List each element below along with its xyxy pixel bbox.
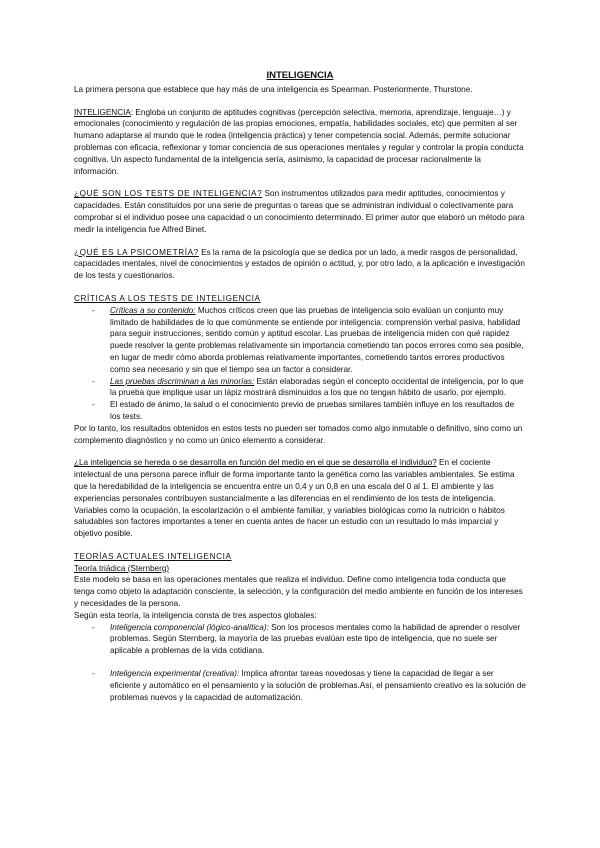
teorias-item-text: Son los procesos mentales como la habilidad de aprender o resolver problemas. Según Sternberg, la mayoría de las pruebas evalúan este tipo de inteligencia, que no suele ser aplicable a problemas de la vida cotidiana. — [110, 622, 521, 656]
definition-term: INTELIGENCIA — [74, 107, 131, 117]
list-item — [92, 376, 526, 400]
criticas-item-text: El estado de ánimo, la salud o el conocimiento previo de pruebas similares también influye en los resultados de los tests. — [110, 400, 515, 421]
definition-text: : Engloba un conjunto de aptitudes cognitivas (percepción selectiva, memoria, aprendizaje, lenguaje…) y emocionales (conocimiento y regulación de las propias emociones, empatía, habilidades sociales, etc) que permiten al ser humano adaptarse al mundo que le rodea (inteligencia práctica) y tener competencia social. Además, permite solucionar problemas con eficacia, reflexionar y tomar conciencia de sus operaciones mentales y regular y controlar la propia conducta cognitiva. Un aspecto fundamental de la inteligencia sería, asimismo, la capacidad de procesar racionalmente la información. — [74, 107, 524, 176]
tests-text: Son instrumentos utilizados para medir aptitudes, conocimientos y capacidades. Están constituidos por una serie de preguntas o tareas que se administran individual o colectivamente para comprobar si el individuo posee una capacidad o un conocimiento determinado. El primer autor que elaboró un método para medir la inteligencia fue Alfred Binet. — [74, 189, 525, 234]
dash-bullet: - — [92, 305, 95, 315]
teorias-lead: Según esta teoría, la inteligencia consta de tres aspectos globales: — [74, 610, 317, 620]
psicometria-paragraph — [74, 247, 526, 282]
dash-bullet: - — [92, 669, 95, 679]
tests-question: ¿QUÉ SON LOS TESTS DE INTELIGENCIA? — [74, 189, 263, 199]
list-item — [92, 622, 526, 657]
definition-paragraph — [74, 107, 526, 178]
psicometria-question: ¿QUÉ ES LA PSICOMETRÍA? — [74, 247, 199, 257]
list-item — [92, 305, 526, 376]
document-title: INTELIGENCIA — [266, 70, 334, 81]
herencia-question: ¿La inteligencia se hereda o se desarrolla en función del medio en el que se desarrolla el individuo? — [74, 458, 437, 468]
dash-bullet: - — [92, 622, 95, 632]
teorias-item-label: Inteligencia experimental (creativa): — [110, 669, 240, 679]
teorias-text: Este modelo se basa en las operaciones mentales que realiza el individuo. Define como inteligencia toda conducta que tenga como objeto la adaptación consciente, la selección, y la configuración del medio ambiente en función de los intereses y necesidades de la persona. — [74, 575, 523, 609]
teorias-item-text: Implica afrontar tareas novedosas y tiene la capacidad de llegar a ser eficiente y automático en el pensamiento y la solución de problemas.Así, el pensamiento creativo es la solución de problemas nuevos y la capacidad de automatización. — [110, 669, 526, 702]
teorias-heading: TEORÍAS ACTUALES INTELIGENCIA — [74, 551, 232, 561]
herencia-text: En el cociente intelectual de una persona parece influir de forma importante tanto la genética como las variables ambientales. Se estima que la heredabilidad de la inteligencia se encuentra entre un 0,4 y un 0,8 en una escala del 0 al 1. El ambiente y las experiencias personales contribuyen sustancialmente a las diferencias en el rendimiento de los tests de inteligencia. Variables como la ocupación, la escolarización o el ambiente familiar, y variables biológicas como la nutrición o hábitos saludables son factores importantes a tener en cuenta antes de hacer un estudio con un resultado lo más imparcial y objetivo posible. — [74, 458, 515, 539]
criticas-conclusion: Por lo tanto, los resultados obtenidos en estos tests no pueden ser tomados como algo inmutable o definitivo, sino como un complemento diagnóstico y no como un único elemento a considerar. — [74, 423, 523, 445]
herencia-paragraph — [74, 457, 526, 540]
criticas-item-label: Las pruebas discriminan a las minorías: — [110, 376, 255, 386]
dash-bullet: - — [92, 400, 95, 410]
criticas-item-text: Están elaboradas según el concepto occidental de inteligencia, por lo que la prueba que implique usar un lápiz mostrará disminuidos a los que no tengan hábito de usarlo, por ejemplo. — [110, 376, 524, 398]
teorias-item-label: Inteligencia componencial (lógico-analítica): — [110, 622, 269, 632]
criticas-item-text: Muchos críticos creen que las pruebas de inteligencia solo evalúan un conjunto muy limitado de habilidades de lo que comúnmente se entiende por inteligencia: comprensión verbal pasiva, habilidad para seguir instrucciones, sentido común y aptitud escolar. Las pruebas de inteligencia miden con qué rapidez puede resolver la gente problemas relativamente sin importancia cometiendo tan pocos errores como sea posible, en lugar de medir cómo aborda problemas relativamente importantes, cometiendo tantos errores productivos como sea necesario y sin que el tiempo sea un factor a considerar. — [110, 305, 524, 374]
list-item — [92, 399, 526, 423]
criticas-list — [74, 305, 526, 423]
psicometria-text: Es la rama de la psicología que se dedica por un lado, a medir rasgos de personalidad, capacidades mentales, nivel de conocimientos y estados de opinión o actitud, y, por otro lado, a la aplicación e investigación de los tests y cuestionarios. — [74, 247, 525, 281]
teorias-list — [74, 622, 526, 704]
criticas-heading: CRÍTICAS A LOS TESTS DE INTELIGENCIA — [74, 293, 261, 303]
dash-bullet: - — [92, 376, 95, 386]
tests-paragraph — [74, 188, 526, 235]
list-item — [92, 668, 526, 703]
intro-paragraph: La primera persona que establece que hay más de una inteligencia es Spearman. Posteriormente, Thurstone. — [74, 84, 473, 94]
teorias-subheading: Teoría triádica (Sternberg) — [74, 563, 170, 573]
criticas-item-label: Críticas a su contenido: — [110, 305, 196, 315]
